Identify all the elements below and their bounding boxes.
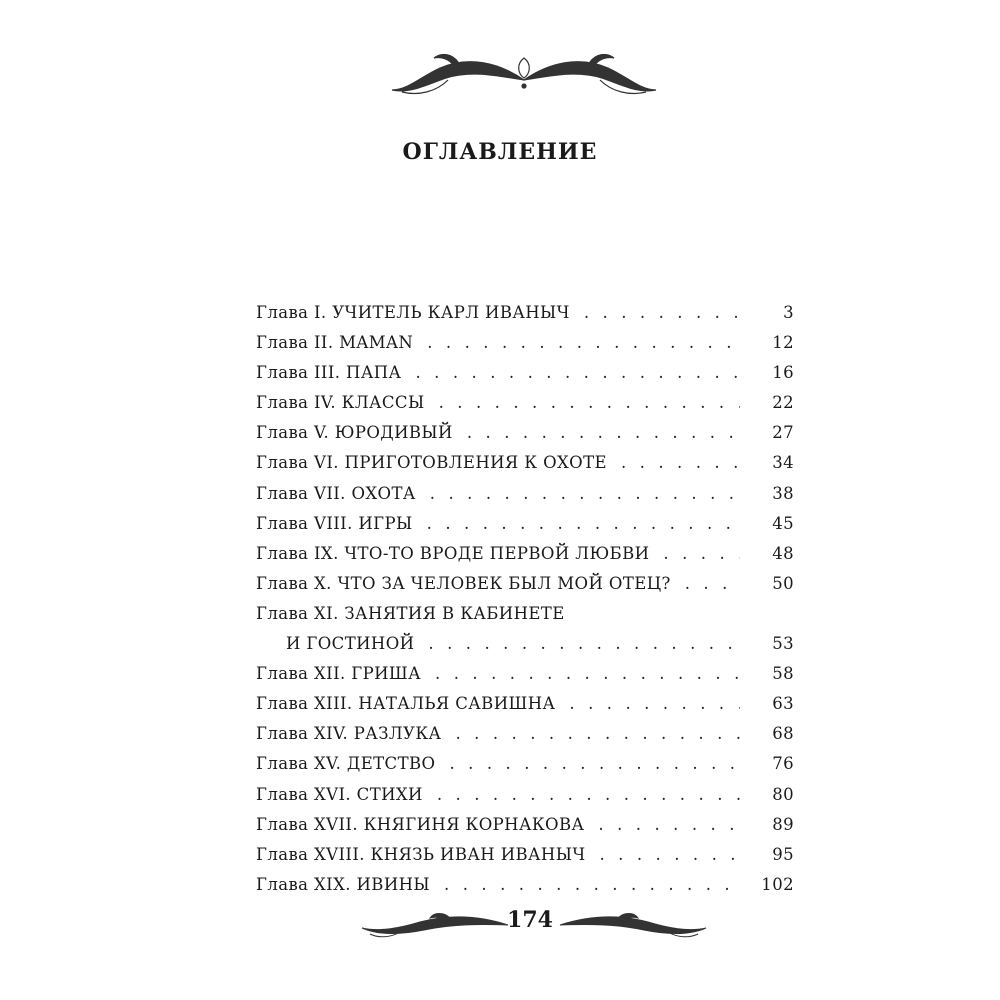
toc-entry-page: 68: [772, 724, 794, 744]
toc-entry-page: 76: [772, 754, 794, 774]
toc-entry-page: 22: [772, 393, 794, 413]
toc-entry-label: Глава XVII. КНЯГИНЯ КОРНАКОВА: [256, 814, 585, 834]
toc-entry: [256, 604, 794, 634]
toc-entry-label: Глава XIX. ИВИНЫ: [256, 874, 431, 894]
toc-entry: [256, 303, 794, 333]
toc-entry-page: 102: [761, 874, 794, 894]
toc-entry-label: Глава III. ПАПА: [256, 363, 402, 383]
toc-entry-label: Глава IX. ЧТО-ТО ВРОДЕ ПЕРВОЙ ЛЮБВИ: [256, 543, 650, 563]
toc-entry: [256, 845, 794, 875]
toc-entry: [256, 544, 794, 574]
toc-entry-label-continuation: И ГОСТИНОЙ: [286, 634, 415, 654]
toc-entry-label: Глава XVIII. КНЯЗЬ ИВАН ИВАНЫЧ: [256, 844, 586, 864]
toc-entry-page: 80: [772, 784, 794, 804]
toc-leader-dots: [439, 393, 740, 412]
toc-leader-dots: [449, 754, 740, 773]
toc-leader-dots: [621, 453, 740, 472]
toc-leader-dots: [444, 875, 740, 894]
toc-entry: [256, 514, 794, 544]
toc-entry-page: 53: [772, 634, 794, 654]
toc-leader-dots: [685, 574, 740, 593]
toc-entry: [256, 754, 794, 784]
toc-leader-dots: [569, 694, 740, 713]
toc-leader-dots: [435, 664, 740, 683]
toc-entry-label: Глава V. ЮРОДИВЫЙ: [256, 423, 453, 443]
toc-leader-dots: [584, 303, 740, 322]
toc-entry-page: 48: [772, 543, 794, 563]
toc-entry: [256, 423, 794, 453]
page-title: ОГЛАВЛЕНИЕ: [402, 139, 598, 165]
toc-entry: [256, 875, 794, 905]
toc-entry: [256, 694, 794, 724]
toc-entry-page: 50: [772, 573, 794, 593]
bottom-left-ornament: [360, 910, 510, 940]
toc-entry-label: Глава II. MAMAN: [256, 333, 414, 353]
toc-entry: [256, 815, 794, 845]
toc-leader-dots: [599, 845, 740, 864]
toc-entry-label: Глава XVI. СТИХИ: [256, 784, 423, 804]
toc-entry-label: Глава VIII. ИГРЫ: [256, 513, 413, 533]
toc-entry: [256, 363, 794, 393]
toc-leader-dots: [427, 333, 740, 352]
toc-entry-page: 34: [772, 453, 794, 473]
toc-entry-page: 16: [772, 363, 794, 383]
toc-entry: [256, 333, 794, 363]
toc-entry-label: Глава XI. ЗАНЯТИЯ В КАБИНЕТЕ: [256, 603, 565, 623]
toc-entry-page: 3: [783, 303, 794, 322]
toc-leader-dots: [437, 785, 740, 804]
toc-leader-dots: [428, 634, 740, 653]
toc-entry: [256, 393, 794, 423]
toc-leader-dots: [455, 724, 740, 743]
top-ornament-flourish: [388, 50, 660, 100]
toc-leader-dots: [430, 484, 740, 503]
toc-entry-page: 38: [772, 483, 794, 503]
toc-entry-label: Глава VII. ОХОТА: [256, 483, 416, 503]
toc-entry-label: Глава I. УЧИТЕЛЬ КАРЛ ИВАНЫЧ: [256, 303, 570, 322]
toc-entry: [256, 453, 794, 483]
toc-entry-label: Глава XII. ГРИША: [256, 664, 422, 684]
toc-leader-dots: [598, 815, 740, 834]
toc-entry: [256, 574, 794, 604]
toc-entry-page: 63: [772, 694, 794, 714]
toc-leader-dots: [467, 423, 740, 442]
bottom-right-ornament: [558, 910, 708, 940]
toc-entry-page: 27: [772, 423, 794, 443]
page-number: 174: [507, 907, 553, 933]
toc-entry-continuation: [256, 634, 794, 664]
table-of-contents: [256, 303, 794, 905]
toc-entry-page: 89: [772, 814, 794, 834]
toc-entry-label: Глава IV. КЛАССЫ: [256, 393, 425, 413]
toc-entry: [256, 724, 794, 754]
toc-entry-label: Глава XIV. РАЗЛУКА: [256, 724, 442, 744]
toc-entry: [256, 664, 794, 694]
toc-entry-page: 95: [772, 844, 794, 864]
toc-entry-page: 45: [772, 513, 794, 533]
toc-entry-label: Глава XV. ДЕТСТВО: [256, 754, 436, 774]
toc-leader-dots: [427, 514, 740, 533]
toc-entry-label: Глава VI. ПРИГОТОВЛЕНИЯ К ОХОТЕ: [256, 453, 607, 473]
toc-leader-dots: [415, 363, 740, 382]
toc-entry-label: Глава X. ЧТО ЗА ЧЕЛОВЕК БЫЛ МОЙ ОТЕЦ?: [256, 573, 671, 593]
toc-leader-dots: [663, 544, 740, 563]
toc-entry: [256, 484, 794, 514]
toc-entry-page: 12: [772, 333, 794, 353]
toc-entry-page: 58: [772, 664, 794, 684]
toc-entry: [256, 785, 794, 815]
toc-entry-label: Глава XIII. НАТАЛЬЯ САВИШНА: [256, 694, 556, 714]
